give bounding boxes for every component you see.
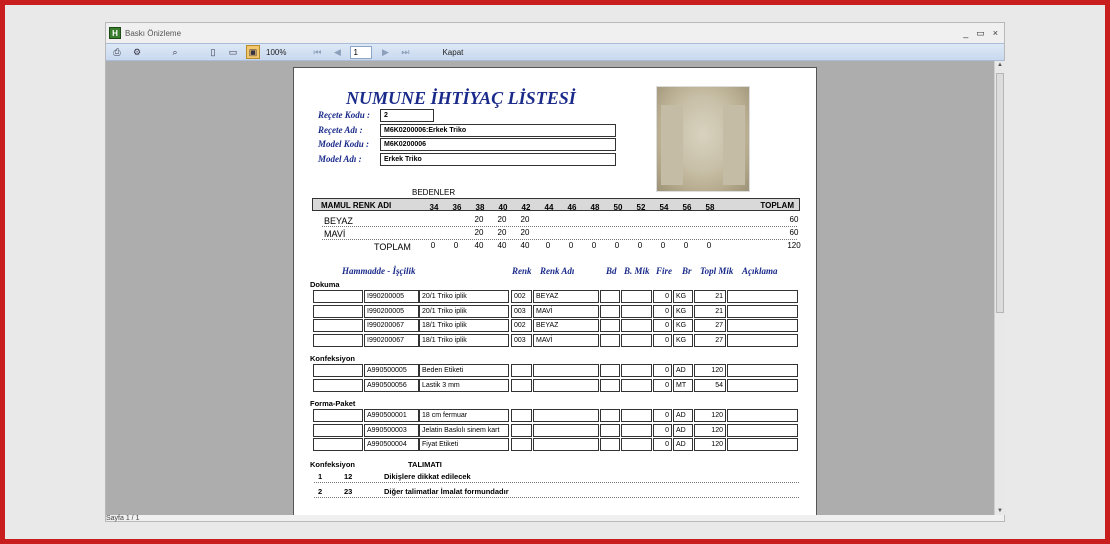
page-number-input[interactable] (350, 46, 372, 59)
material-cell: 0 (653, 409, 672, 422)
header-field-label: Reçete Adı : (318, 124, 363, 135)
material-cell: 003 (511, 305, 532, 318)
material-cell (621, 364, 652, 377)
group-title: Dokuma (310, 280, 340, 289)
instruction-code: 23 (344, 486, 353, 496)
size-column-header: 48 (590, 203, 600, 212)
preview-canvas[interactable] (106, 61, 994, 515)
scroll-up-icon[interactable]: ▲ (997, 62, 1003, 68)
material-column-header: Renk (512, 266, 532, 276)
size-cell: 0 (545, 241, 551, 250)
material-cell (533, 364, 599, 377)
size-cell: 40 (474, 241, 484, 250)
size-cell: 0 (683, 241, 689, 250)
material-cell: 0 (653, 319, 672, 332)
product-photo (656, 86, 750, 192)
material-column-header: Br (682, 266, 692, 276)
material-cell: 0 (653, 424, 672, 437)
material-cell: 0 (653, 290, 672, 303)
app-icon: H (109, 27, 121, 39)
title-bar (106, 23, 1004, 43)
first-page-icon[interactable]: ⏮ (313, 46, 322, 57)
material-cell (621, 409, 652, 422)
material-cell: KG (673, 319, 693, 332)
material-cell: 18/1 Triko iplik (419, 334, 509, 347)
material-cell: A990500005 (364, 364, 419, 377)
material-cell: 0 (653, 334, 672, 347)
size-column-header: 44 (544, 203, 554, 212)
size-cell: 0 (591, 241, 597, 250)
material-cell: 18/1 Triko iplik (419, 319, 509, 332)
material-column-header: Fire (656, 266, 673, 276)
material-cell: Lastik 3 mm (419, 379, 509, 392)
material-column-header: Açıklama (742, 266, 778, 276)
zoom-page-icon[interactable]: ▣ (246, 45, 260, 59)
material-cell (600, 319, 620, 332)
material-cell (727, 409, 798, 422)
material-cell: A990500001 (364, 409, 419, 422)
material-cell (533, 424, 599, 437)
material-cell: KG (673, 305, 693, 318)
material-cell: 18 cm fermuar (419, 409, 509, 422)
material-cell: 27 (694, 334, 726, 347)
minimize-button[interactable]: _ (963, 27, 969, 38)
size-cell: 0 (430, 241, 436, 250)
vertical-scrollbar[interactable] (994, 61, 1005, 515)
material-cell (727, 379, 798, 392)
size-row-label: MAVİ (324, 229, 346, 239)
material-column-header: Bd (606, 266, 617, 276)
scroll-thumb[interactable] (996, 73, 1004, 313)
material-cell (727, 305, 798, 318)
material-cell (621, 319, 652, 332)
material-cell: 120 (694, 424, 726, 437)
material-cell (313, 364, 363, 377)
sizes-label: MAMUL RENK ADI (321, 201, 392, 210)
size-cell: 0 (568, 241, 574, 250)
material-cell: BEYAZ (533, 290, 599, 303)
material-cell: 002 (511, 319, 532, 332)
page-info: Sayfa 1 / 1 (106, 515, 140, 522)
material-cell: A990500004 (364, 438, 419, 451)
size-row-label: TOPLAM (374, 242, 411, 252)
material-cell: I990200005 (364, 305, 419, 318)
material-cell (511, 424, 532, 437)
header-field-value: M6K0200006 (380, 138, 616, 151)
material-cell (313, 290, 363, 303)
size-cell: 0 (453, 241, 459, 250)
size-cell: 20 (520, 215, 530, 224)
material-cell: A990500056 (364, 379, 419, 392)
material-cell (600, 409, 620, 422)
close-preview-button[interactable]: Kapat (442, 47, 464, 57)
material-cell: KG (673, 334, 693, 347)
instruction-text: Diğer talimatlar İmalat formundadır (384, 486, 509, 496)
material-column-header: Topl Mik (700, 266, 734, 276)
group-title: Konfeksiyon (310, 354, 356, 363)
material-row (313, 364, 801, 377)
material-cell (621, 438, 652, 451)
material-cell: 21 (694, 290, 726, 303)
material-cell (313, 319, 363, 332)
size-cell: 0 (706, 241, 712, 250)
row-divider (322, 239, 797, 240)
material-cell: 54 (694, 379, 726, 392)
instructions-title: TALIMATI (408, 460, 442, 469)
material-cell (600, 290, 620, 303)
find-icon[interactable]: ⌕ (172, 46, 178, 57)
next-page-icon[interactable]: ▶ (382, 46, 389, 57)
header-field-label: Model Adı : (318, 153, 362, 164)
material-row (313, 334, 801, 347)
size-row-total: 60 (789, 215, 799, 224)
material-cell (600, 438, 620, 451)
material-cell (533, 379, 599, 392)
material-column-header: B. Mik (624, 266, 650, 276)
size-cell: 40 (497, 241, 507, 250)
material-cell (313, 379, 363, 392)
material-cell (313, 409, 363, 422)
size-cell: 20 (474, 215, 484, 224)
material-cell: 21 (694, 305, 726, 318)
material-row (313, 305, 801, 318)
material-cell: 20/1 Triko iplik (419, 290, 509, 303)
material-cell: MAVİ (533, 305, 599, 318)
material-cell: 120 (694, 364, 726, 377)
material-cell (313, 438, 363, 451)
material-cell: AD (673, 364, 693, 377)
material-cell (511, 379, 532, 392)
zoom-level[interactable]: 100% (266, 47, 287, 57)
material-cell (600, 379, 620, 392)
instruction-divider (314, 497, 799, 498)
size-column-header: 38 (475, 203, 485, 212)
size-cell: 20 (520, 228, 530, 237)
material-cell: 27 (694, 319, 726, 332)
material-cell: 0 (653, 305, 672, 318)
material-cell (533, 409, 599, 422)
print-icon[interactable]: ⎙ (113, 46, 121, 57)
print-preview-window (105, 22, 1005, 522)
group-title: Forma-Paket (310, 399, 356, 408)
material-cell: AD (673, 409, 693, 422)
size-column-header: 46 (567, 203, 577, 212)
instruction-code: 12 (344, 472, 353, 481)
material-cell: 0 (653, 438, 672, 451)
instruction-divider (314, 482, 799, 483)
material-cell: Jelatin Baskılı sinem kart (419, 424, 509, 437)
instruction-no: 1 (318, 472, 323, 481)
material-cell: 002 (511, 290, 532, 303)
size-column-header: 50 (613, 203, 623, 212)
size-column-header: 34 (429, 203, 439, 212)
header-field-value: 2 (380, 109, 434, 122)
material-cell: MAVİ (533, 334, 599, 347)
one-page-icon[interactable]: ▯ (210, 46, 216, 57)
instruction-text: Dikişlere dikkat edilecek (384, 472, 471, 481)
material-cell: MT (673, 379, 693, 392)
size-column-header: 40 (498, 203, 508, 212)
material-cell (727, 319, 798, 332)
size-column-header: 42 (521, 203, 531, 212)
screen-frame (5, 5, 1105, 539)
material-cell (313, 305, 363, 318)
window-title: Baskı Önizleme (125, 28, 182, 38)
material-cell (511, 438, 532, 451)
instructions-section: Konfeksiyon (310, 460, 356, 469)
material-cell: 20/1 Triko iplik (419, 305, 509, 318)
row-divider (322, 226, 797, 227)
size-row-total: 120 (787, 241, 801, 250)
header-field-label: Reçete Kodu : (318, 110, 370, 120)
material-cell (727, 364, 798, 377)
scroll-down-icon[interactable]: ▼ (997, 508, 1003, 514)
size-cell: 0 (660, 241, 666, 250)
material-row (313, 409, 801, 422)
material-row (313, 290, 801, 303)
material-cell: Beden Etiketi (419, 364, 509, 377)
material-cell: I990200005 (364, 290, 419, 303)
material-column-header: Renk Adı (540, 266, 575, 276)
material-cell (313, 334, 363, 347)
sizes-title: BEDENLER (412, 188, 456, 197)
material-cell (511, 364, 532, 377)
material-cell: I990200067 (364, 319, 419, 332)
material-cell: AD (673, 424, 693, 437)
material-cell: 120 (694, 409, 726, 422)
material-cell (727, 438, 798, 451)
maximize-button[interactable]: ▭ (976, 27, 985, 38)
material-cell: BEYAZ (533, 319, 599, 332)
header-field-label: Model Kodu : (318, 139, 370, 149)
report-title: NUMUNE İHTİYAÇ LİSTESİ (346, 88, 576, 108)
material-row (313, 424, 801, 437)
material-cell: KG (673, 290, 693, 303)
close-window-button[interactable]: × (992, 27, 998, 38)
material-cell (727, 290, 798, 303)
material-cell (600, 305, 620, 318)
material-cell (533, 438, 599, 451)
material-cell (600, 334, 620, 347)
size-cell: 40 (520, 241, 530, 250)
size-column-header: 52 (636, 203, 646, 212)
size-column-header: 56 (682, 203, 692, 212)
material-cell: 003 (511, 334, 532, 347)
last-page-icon[interactable]: ⏭ (401, 46, 410, 57)
status-bar (106, 515, 1006, 523)
material-row (313, 379, 801, 392)
sizes-header-bar (312, 198, 800, 211)
size-row-label: BEYAZ (324, 216, 353, 226)
material-cell (621, 305, 652, 318)
material-cell: Fiyat Etiketi (419, 438, 509, 451)
prev-page-icon[interactable]: ◀ (334, 46, 341, 57)
material-cell (621, 290, 652, 303)
material-row (313, 319, 801, 332)
material-cell: 0 (653, 364, 672, 377)
material-cell: 120 (694, 438, 726, 451)
material-cell (727, 424, 798, 437)
material-cell: AD (673, 438, 693, 451)
material-row (313, 438, 801, 451)
size-cell: 0 (637, 241, 643, 250)
material-cell: 0 (653, 379, 672, 392)
material-cell (727, 334, 798, 347)
material-cell (313, 424, 363, 437)
report-page (293, 67, 817, 515)
size-column-header: 54 (659, 203, 669, 212)
two-page-icon[interactable]: ▭ (228, 46, 238, 57)
material-cell (621, 334, 652, 347)
print-setup-icon[interactable]: ⚙ (132, 46, 142, 57)
size-row-total: 60 (789, 228, 799, 237)
material-cell: I990200067 (364, 334, 419, 347)
size-column-header: 58 (705, 203, 715, 212)
header-field-value: M6K0200006:Erkek Triko (380, 124, 616, 137)
size-cell: 20 (474, 228, 484, 237)
material-cell (621, 379, 652, 392)
material-cell: A990500003 (364, 424, 419, 437)
size-column-header: 36 (452, 203, 462, 212)
header-field-value: Erkek Triko (380, 153, 616, 166)
material-cell (621, 424, 652, 437)
size-cell: 20 (497, 228, 507, 237)
size-cell: 20 (497, 215, 507, 224)
material-column-header: Hammadde - İşçilik (342, 266, 416, 276)
size-cell: 0 (614, 241, 620, 250)
sizes-total-label: TOPLAM (760, 201, 794, 210)
material-cell (511, 409, 532, 422)
instruction-no: 2 (318, 486, 323, 496)
material-cell (600, 364, 620, 377)
material-cell (600, 424, 620, 437)
preview-toolbar (106, 43, 1004, 61)
